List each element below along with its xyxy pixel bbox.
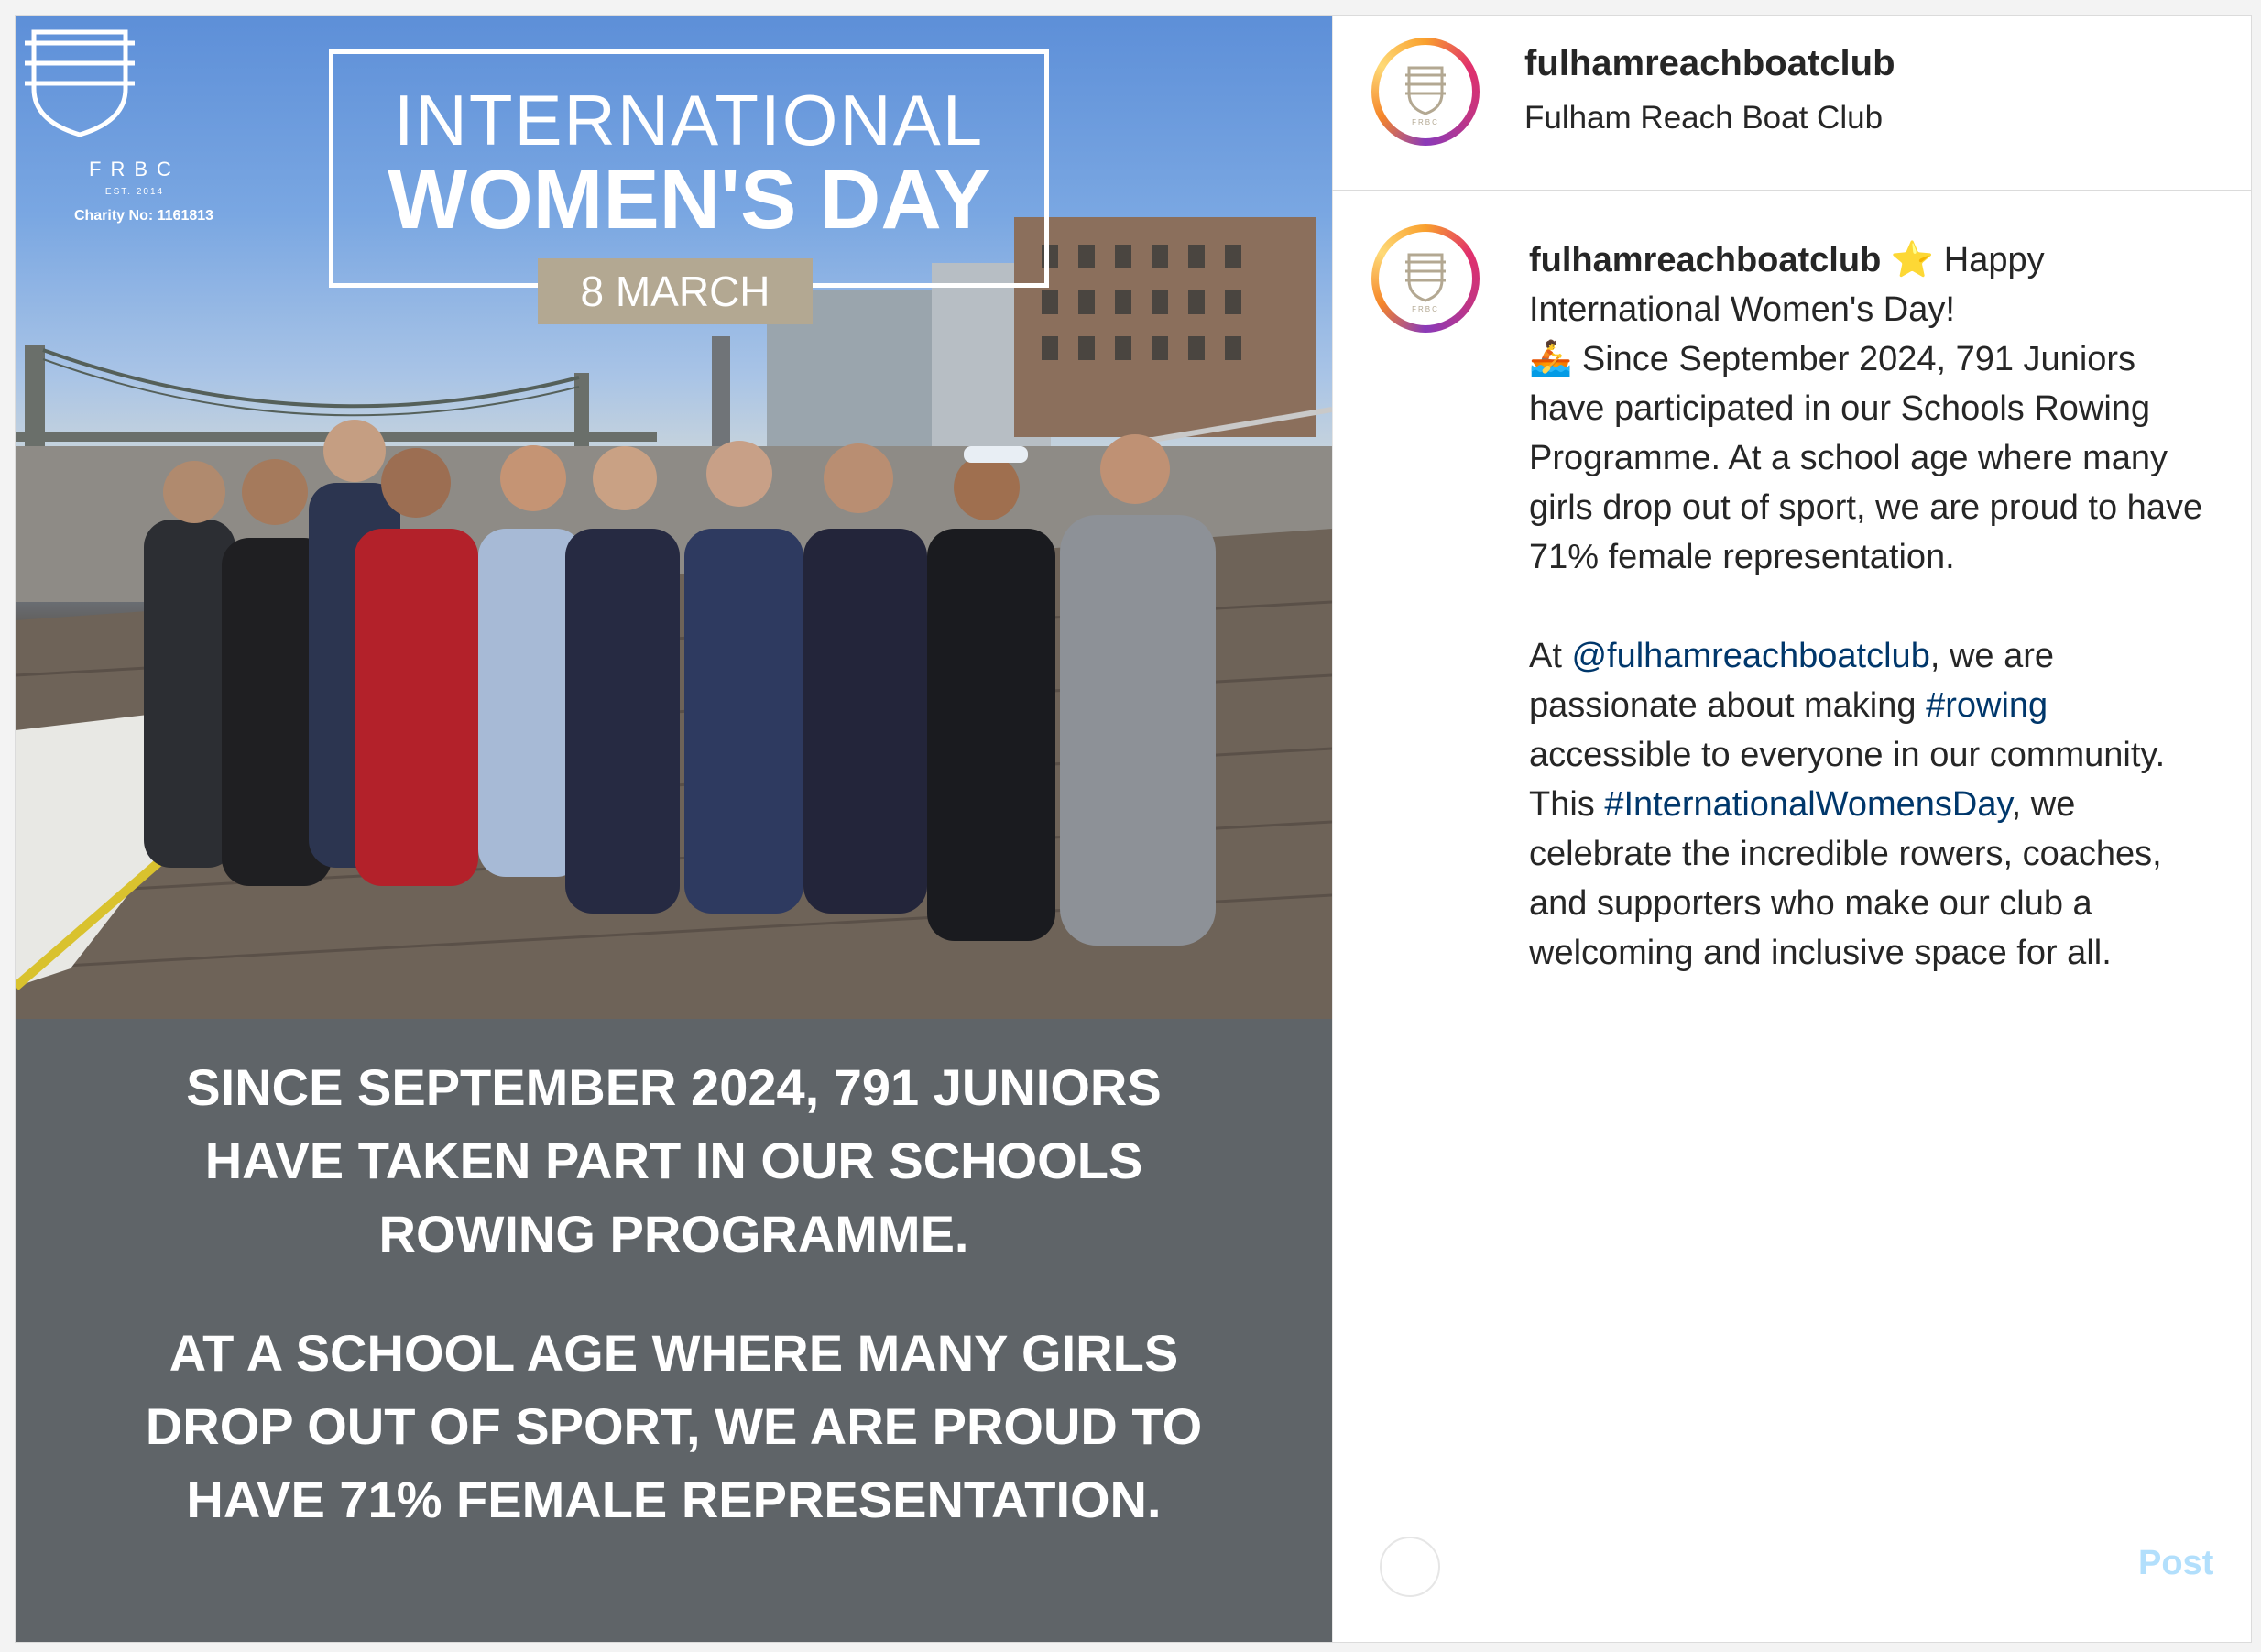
mention-link[interactable]: @fulhamreachboatclub xyxy=(1571,637,1930,675)
banner-text-representation: AT A SCHOOL AGE WHERE MANY GIRLS DROP OUT OF SPORT, WE ARE PROUD TO HAVE 71% FEMALE REPRESENTATION. xyxy=(145,1324,1203,1528)
caption-text: Since September 2024, 791 Juniors have participated in our Schools Rowing Programme. At a school age where many girls drop out of sport, we are proud to have 71% female representation. xyxy=(1529,340,2203,576)
iwd-date-badge: 8 MARCH xyxy=(538,258,813,324)
star-emoji-icon: ⭐ xyxy=(1890,241,1935,279)
emoji-picker-icon[interactable] xyxy=(1380,1537,1440,1597)
header-full-name: Fulham Reach Boat Club xyxy=(1524,100,1884,136)
charity-number: Charity No: 1161813 xyxy=(73,208,214,224)
caption-avatar[interactable] xyxy=(1371,224,1480,333)
post-modal xyxy=(15,15,2252,1643)
hashtag-rowing-link[interactable]: #rowing xyxy=(1926,686,2048,725)
caption-text: At xyxy=(1529,637,1572,675)
frbc-logo-icon xyxy=(1382,48,1469,136)
header-divider xyxy=(1332,190,2251,191)
caption-text: Happy International Women's Day! xyxy=(1529,241,2045,329)
post-media[interactable] xyxy=(16,16,1332,1642)
banner-text-juniors: SINCE SEPTEMBER 2024, 791 JUNIORS HAVE TAKEN PART IN OUR SCHOOLS ROWING PROGRAMME. xyxy=(186,1058,1162,1263)
iwd-title-line2: WOMEN'S DAY xyxy=(388,153,990,246)
comment-input[interactable] xyxy=(1460,1532,2059,1603)
caption-username-link[interactable]: fulhamreachboatclub xyxy=(1529,241,1882,279)
hashtag-iwd-link[interactable]: #InternationalWomensDay xyxy=(1604,785,2012,824)
caption-text: accessible to everyone in our community. This xyxy=(1529,736,2166,824)
post-caption xyxy=(1529,235,2207,978)
rowing-boat-emoji-icon: 🚣 xyxy=(1529,340,1573,378)
post-side-panel xyxy=(1332,16,2251,1642)
caption-text: , we celebrate the incredible rowers, coaches, and supporters who make our club a welcoming and inclusive space for all. xyxy=(1529,785,2162,972)
panel-divider xyxy=(1332,16,1333,1642)
logo-letters: FRBC xyxy=(89,158,180,181)
post-comment-button[interactable]: Post xyxy=(2138,1544,2214,1582)
iwd-title-line1: INTERNATIONAL xyxy=(393,80,985,160)
iwd-title-box xyxy=(329,49,1049,288)
header-avatar[interactable] xyxy=(1371,38,1480,146)
svg-text:FRBC: FRBC xyxy=(1412,118,1439,126)
logo-established: EST. 2014 xyxy=(104,187,165,197)
caption-text: , we are passionate about making xyxy=(1529,637,2054,725)
post-photo xyxy=(16,16,1332,1019)
svg-text:FRBC: FRBC xyxy=(1412,305,1439,313)
frbc-logo-icon xyxy=(16,16,144,144)
frbc-logo-icon xyxy=(1382,235,1469,323)
header-username-link[interactable]: fulhamreachboatclub xyxy=(1524,43,1895,83)
